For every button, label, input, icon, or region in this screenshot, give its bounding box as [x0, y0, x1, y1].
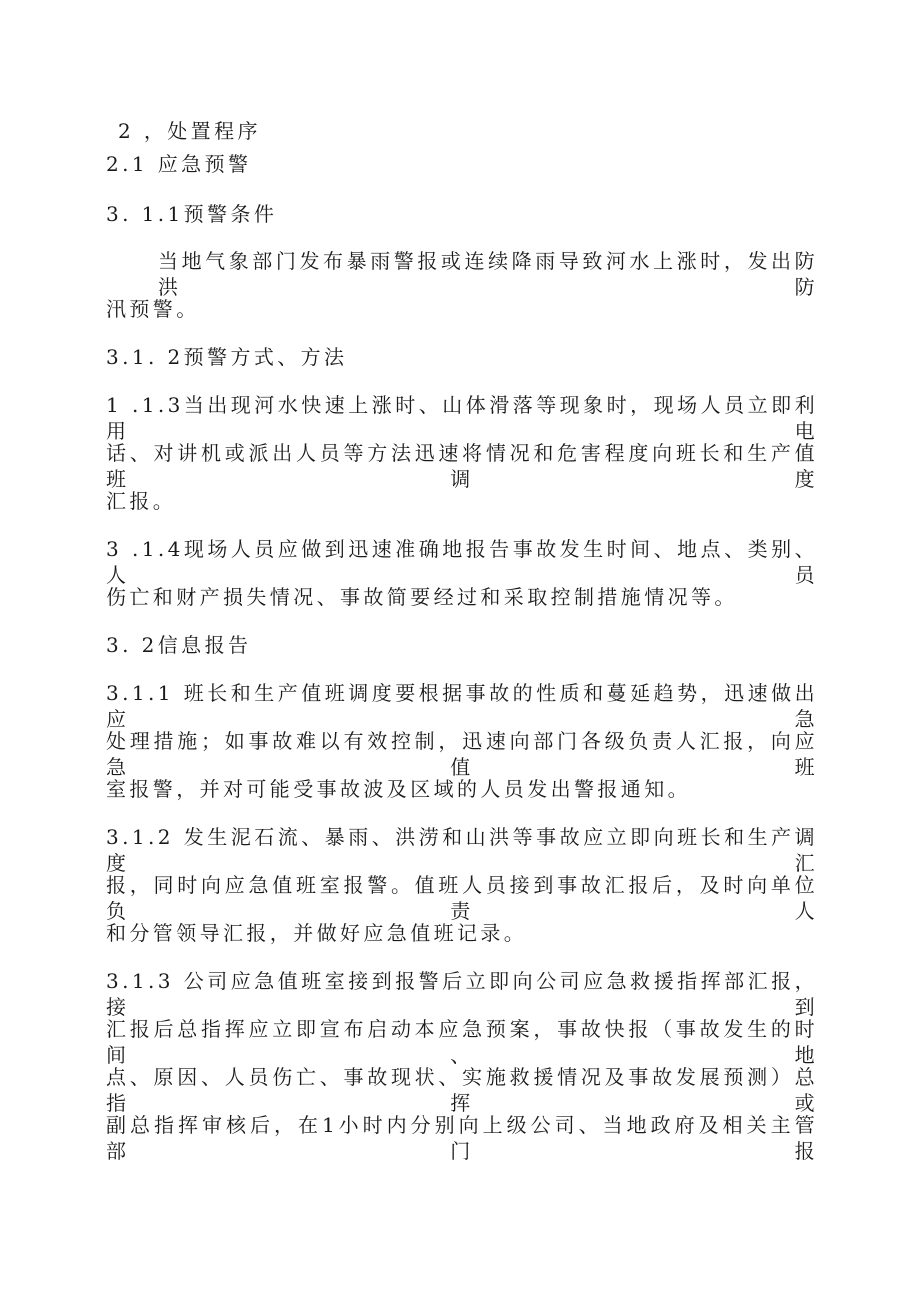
paragraph-6-line-1: 3.1.3 公司应急值班室接到报警后立即向公司应急救援指挥部汇报，接到 — [106, 969, 818, 1019]
section-heading-3-1-2: 3.1. 2预警方式、方法 — [106, 345, 348, 369]
paragraph-4-line-3: 室报警，并对可能受事故波及区域的人员发出警报通知。 — [106, 777, 691, 801]
paragraph-6-line-3: 点、原因、人员伤亡、事故现状、实施救援情况及事故发展预测）总指挥或 — [106, 1065, 818, 1115]
section-heading-3-2: 3. 2信息报告 — [106, 633, 252, 657]
paragraph-4-line-2: 处理措施；如事故难以有效控制，迅速向部门各级负责人汇报，向应急值班 — [106, 729, 818, 779]
paragraph-1-line-1: 当地气象部门发布暴雨警报或连续降雨导致河水上涨时，发出防洪防 — [158, 249, 818, 299]
paragraph-2-line-2: 话、对讲机或派出人员等方法迅速将情况和危害程度向班长和生产值班调度 — [106, 441, 818, 491]
paragraph-3-line-2: 伤亡和财产损失情况、事故简要经过和采取控制措施情况等。 — [106, 585, 738, 609]
section-heading-2-1: 2.1 应急预警 — [106, 152, 252, 176]
paragraph-2-line-3: 汇报。 — [106, 489, 177, 513]
paragraph-5-line-1: 3.1.2 发生泥石流、暴雨、洪涝和山洪等事故应立即向班长和生产调度汇 — [106, 825, 818, 875]
paragraph-4-line-1: 3.1.1 班长和生产值班调度要根据事故的性质和蔓延趋势，迅速做出应急 — [106, 681, 818, 731]
section-heading-3-1-1: 3. 1.1预警条件 — [106, 202, 278, 226]
paragraph-6-line-2: 汇报后总指挥应立即宣布启动本应急预案，事故快报（事故发生的时间、地 — [106, 1017, 818, 1067]
paragraph-3-line-1: 3 .1.4现场人员应做到迅速准确地报告事故发生时间、地点、类别、人员 — [106, 537, 818, 587]
paragraph-1-line-2: 汛预警。 — [106, 297, 200, 321]
paragraph-5-line-2: 报，同时向应急值班室报警。值班人员接到事故汇报后，及时向单位负责人 — [106, 873, 818, 923]
paragraph-6-line-4: 副总指挥审核后，在1小时内分别向上级公司、当地政府及相关主管部门报 — [106, 1113, 818, 1163]
paragraph-2-line-1: 1 .1.3当出现河水快速上涨时、山体滑落等现象时，现场人员立即利用电 — [106, 393, 818, 443]
paragraph-5-line-3: 和分管领导汇报，并做好应急值班记录。 — [106, 921, 528, 945]
section-heading-2: 2 ，处置程序 — [118, 119, 261, 143]
